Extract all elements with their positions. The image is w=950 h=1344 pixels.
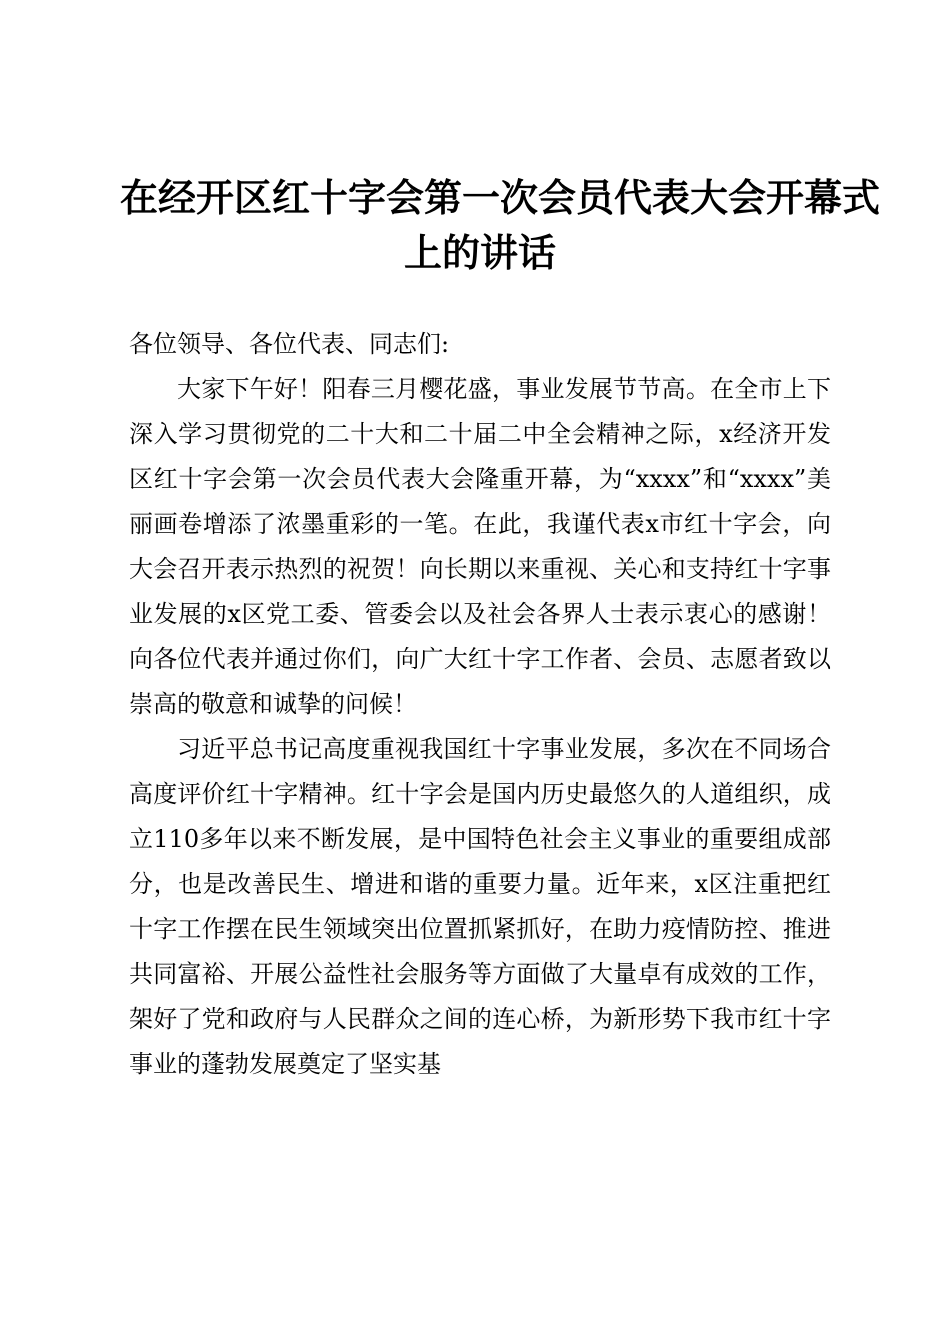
page-title xyxy=(120,170,881,280)
salutation: 各位领导、各位代表、同志们: xyxy=(129,330,450,358)
paragraph-red-cross-history: 习近平总书记高度重视我国红十字事业发展，多次在不同场合高度评价红十字精神。红十字会是国内历史最悠久的人道组织，成立110多年以来不断发展，是中国特色社会主义事业的重要组成部分，也是改善民生、增进和谐的重要力量。近年来，x区注重把红十字工作摆在民生领域突出位置抓紧抓好，在助力疫情防控、推进共同富裕、开展公益性社会服务等方面做了大量卓有成效的工作，架好了党和政府与人民群众之间的连心桥，为新形势下我市红十字事业的蓬勃发展奠定了坚实基 xyxy=(129,735,831,1078)
paragraph-greeting: 大家下午好！阳春三月樱花盛，事业发展节节高。在全市上下深入学习贯彻党的二十大和二十届二中全会精神之际，x经济开发区红十字会第一次会员代表大会隆重开幕，为“xxxx”和“xxxx”美丽画卷增添了浓墨重彩的一笔。在此，我谨代表x市红十字会，向大会召开表示热烈的祝贺！向长期以来重视、关心和支持红十字事业发展的x区党工委、管委会以及社会各界人士表示衷心的感谢！向各位代表并通过你们，向广大红十字工作者、会员、志愿者致以崇高的敬意和诚挚的问候！ xyxy=(129,375,831,718)
title-line-1: 在经开区红十字会第一次会员代表大会开幕式 xyxy=(120,175,881,220)
speech-body xyxy=(129,322,831,1087)
title-line-2: 上的讲话 xyxy=(403,230,556,275)
